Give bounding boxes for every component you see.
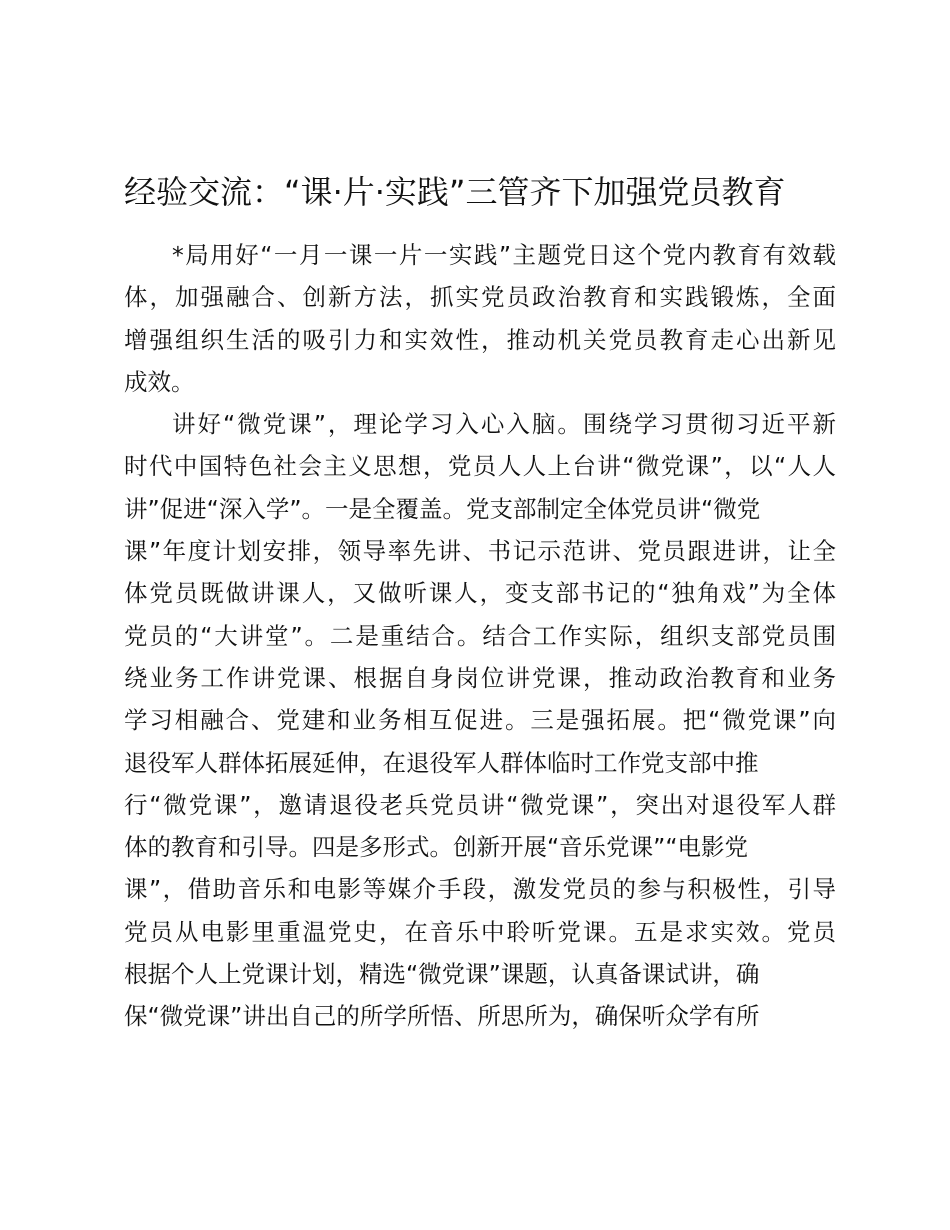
document-title: 经验交流：“课·片·实践”三管齐下加强党员教育 xyxy=(124,173,786,211)
paragraph-line: 课”，借助音乐和电影等媒介手段，激发党员的参与积极性，引导 xyxy=(124,875,836,904)
paragraph-line: 课”年度计划安排，领导率先讲、书记示范讲、党员跟进讲，让全 xyxy=(124,537,836,566)
paragraph-line: 讲好“微党课”，理论学习入心入脑。围绕学习贯彻习近平新 xyxy=(172,410,836,439)
paragraph-line: 绕业务工作讲党课、根据自身岗位讲党课，推动政治教育和业务 xyxy=(124,663,836,692)
paragraph-micro-party-lesson xyxy=(124,403,836,1037)
paragraph-line: 成效。 xyxy=(124,367,195,396)
paragraph-line: *局用好“一月一课一片一实践”主题党日这个党内教育有效载 xyxy=(172,241,836,269)
paragraph-line: 行“微党课”，邀请退役老兵党员讲“微党课”，突出对退役军人群 xyxy=(124,790,836,819)
paragraph-line: 体党员既做讲课人，又做听课人，变支部书记的“独角戏”为全体 xyxy=(124,579,836,608)
paragraph-line: 讲”促进“深入学”。一是全覆盖。党支部制定全体党员讲“微党 xyxy=(124,494,761,523)
paragraph-line: 增强组织生活的吸引力和实效性，推动机关党员教育走心出新见 xyxy=(124,325,836,354)
paragraph-line: 退役军人群体拓展延伸，在退役军人群体临时工作党支部中推 xyxy=(124,748,759,777)
paragraph-line: 保“微党课”讲出自己的所学所悟、所思所为，确保听众学有所 xyxy=(124,1002,760,1031)
document-body xyxy=(124,234,836,1038)
paragraph-line: 体，加强融合、创新方法，抓实党员政治教育和实践锻炼，全面 xyxy=(124,283,836,312)
paragraph-intro xyxy=(124,234,836,403)
paragraph-line: 党员从电影里重温党史，在音乐中聆听党课。五是求实效。党员 xyxy=(124,917,836,946)
paragraph-line: 学习相融合、党建和业务相互促进。三是强拓展。把“微党课”向 xyxy=(124,706,836,735)
paragraph-line: 党员的“大讲堂”。二是重结合。结合工作实际，组织支部党员围 xyxy=(124,621,836,650)
paragraph-line: 时代中国特色社会主义思想，党员人人上台讲“微党课”，以“人人 xyxy=(124,452,836,481)
paragraph-line: 体的教育和引导。四是多形式。创新开展“音乐党课”“电影党 xyxy=(124,833,749,862)
paragraph-line: 根据个人上党课计划，精选“微党课”课题，认真备课试讲，确 xyxy=(124,960,760,989)
